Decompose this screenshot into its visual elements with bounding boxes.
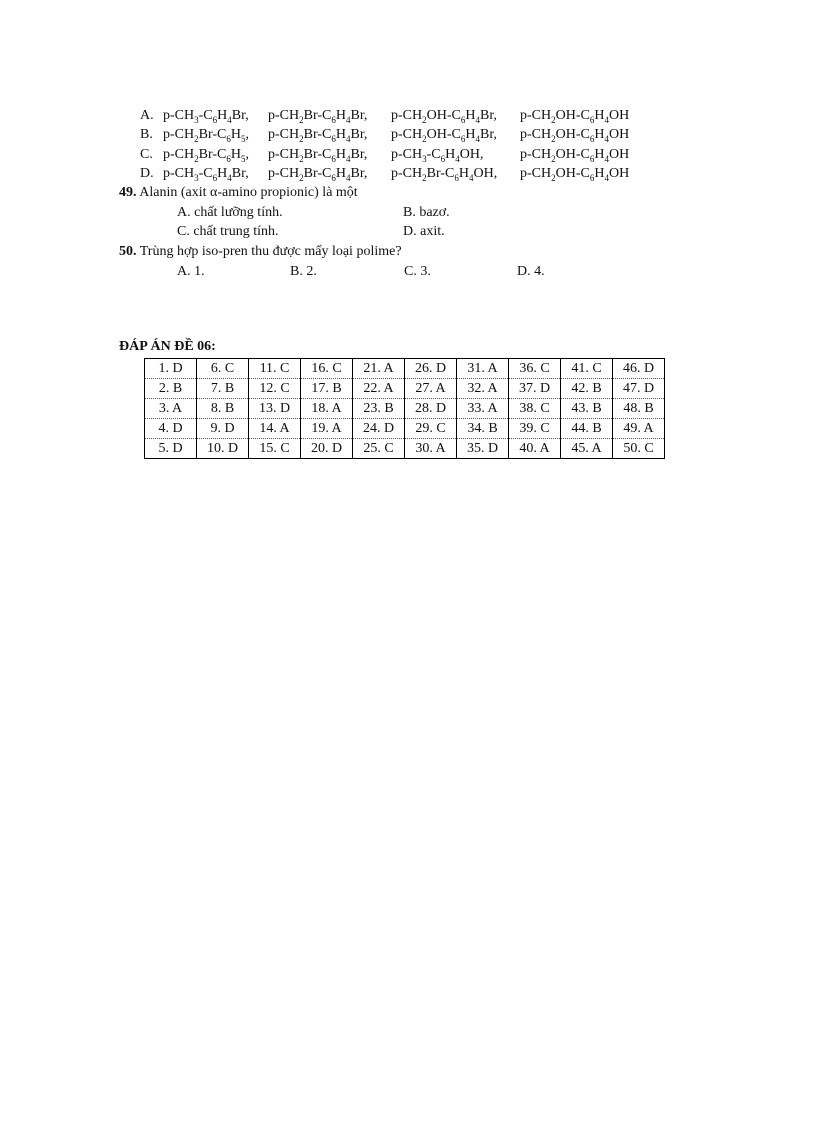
q48-formula — [268, 126, 367, 148]
formula-text: p-CH — [520, 108, 552, 123]
formula-text: p-CH — [163, 108, 195, 123]
answer-cell: 8. B — [197, 399, 249, 419]
formula-text: Br, — [231, 166, 249, 181]
formula-text: -C — [198, 166, 213, 181]
answer-cell: 16. C — [301, 359, 353, 379]
answer-cell: 10. D — [197, 439, 249, 459]
formula-text: OH — [608, 127, 630, 142]
answer-cell: 2. B — [145, 379, 197, 399]
q49-stem — [119, 184, 358, 202]
formula-text: Br-C — [303, 166, 332, 181]
formula-subscript: 3 — [194, 114, 199, 125]
formula-text: p-CH — [391, 108, 423, 123]
answer-key-title: ĐÁP ÁN ĐỀ 06: — [119, 339, 216, 354]
formula-subscript: 2 — [299, 153, 304, 164]
answer-cell: 31. A — [457, 359, 509, 379]
formula-text: Br-C — [303, 127, 332, 142]
formula-text: OH-C — [555, 127, 590, 142]
answer-cell: 7. B — [197, 379, 249, 399]
answer-cell: 13. D — [249, 399, 301, 419]
formula-text: H — [335, 108, 346, 123]
formula-subscript: 4 — [604, 172, 609, 183]
answer-cell: 41. C — [561, 359, 613, 379]
answer-cell: 49. A — [613, 419, 665, 439]
answer-cell: 27. A — [405, 379, 457, 399]
answer-cell: 3. A — [145, 399, 197, 419]
formula-subscript: 4 — [475, 133, 480, 144]
formula-subscript: 2 — [551, 114, 556, 125]
formula-subscript: 2 — [299, 114, 304, 125]
answer-cell: 32. A — [457, 379, 509, 399]
formula-text: Br-C — [198, 147, 227, 162]
formula-text: , — [245, 147, 249, 162]
formula-text: Br, — [479, 127, 497, 142]
answer-cell: 14. A — [249, 419, 301, 439]
formula-subscript: 6 — [331, 153, 336, 164]
q50-stem — [119, 243, 402, 261]
q48-option-letter: D. — [140, 166, 154, 181]
answer-cell: 37. D — [509, 379, 561, 399]
formula-subscript: 2 — [551, 153, 556, 164]
formula-subscript: 2 — [551, 172, 556, 183]
formula-text: OH — [608, 147, 630, 162]
formula-text: H — [594, 147, 605, 162]
formula-text: p-CH — [520, 166, 552, 181]
q48-option-letter: A. — [140, 108, 154, 123]
q50-option-c: C. 3. — [404, 264, 431, 279]
formula-subscript: 2 — [194, 133, 199, 144]
table-row — [145, 379, 665, 399]
answer-cell: 36. C — [509, 359, 561, 379]
formula-text: -C — [198, 108, 213, 123]
formula-text: Br-C — [198, 127, 227, 142]
answer-cell: 25. C — [353, 439, 405, 459]
table-row — [145, 439, 665, 459]
answer-cell: 30. A — [405, 439, 457, 459]
formula-text: OH-C — [555, 166, 590, 181]
formula-text: H — [335, 127, 346, 142]
answer-cell: 23. B — [353, 399, 405, 419]
q48-formula — [391, 126, 497, 148]
answer-cell: 45. A — [561, 439, 613, 459]
formula-subscript: 2 — [299, 172, 304, 183]
answer-cell: 29. C — [405, 419, 457, 439]
q49-option-b: B. bazơ. — [403, 205, 450, 220]
formula-subscript: 6 — [212, 172, 218, 183]
formula-text: Br-C — [426, 166, 455, 181]
formula-subscript: 3 — [194, 172, 199, 183]
q49-text: Alanin (axit α-amino propionic) là một — [139, 185, 358, 200]
formula-text: Br, — [479, 108, 497, 123]
formula-text: p-CH — [520, 147, 552, 162]
formula-subscript: 4 — [345, 114, 351, 125]
formula-text: Br, — [350, 108, 368, 123]
formula-text: p-CH — [163, 147, 195, 162]
formula-text: H — [465, 108, 476, 123]
q48-option-letter: C. — [140, 147, 153, 162]
answer-cell: 39. C — [509, 419, 561, 439]
formula-text: Br, — [350, 127, 368, 142]
answer-cell: 15. C — [249, 439, 301, 459]
answer-cell: 6. C — [197, 359, 249, 379]
formula-subscript: 6 — [589, 153, 595, 164]
formula-subscript: 2 — [551, 133, 556, 144]
formula-text: Br-C — [303, 147, 332, 162]
formula-text: OH-C — [555, 147, 590, 162]
formula-subscript: 2 — [422, 172, 427, 183]
formula-text: H — [217, 108, 228, 123]
formula-subscript: 4 — [468, 172, 474, 183]
formula-text: H — [335, 166, 346, 181]
table-row — [145, 399, 665, 419]
answer-cell: 24. D — [353, 419, 405, 439]
formula-text: p-CH — [163, 127, 195, 142]
table-row — [145, 419, 665, 439]
answer-cell: 50. C — [613, 439, 665, 459]
answer-cell: 48. B — [613, 399, 665, 419]
answer-cell: 4. D — [145, 419, 197, 439]
answer-cell: 22. A — [353, 379, 405, 399]
q50-option-d: D. 4. — [517, 264, 545, 279]
answer-cell: 28. D — [405, 399, 457, 419]
formula-subscript: 4 — [604, 133, 609, 144]
formula-text: OH-C — [426, 108, 461, 123]
answer-cell: 21. A — [353, 359, 405, 379]
answer-cell: 34. B — [457, 419, 509, 439]
formula-text: p-CH — [268, 127, 300, 142]
formula-subscript: 5 — [240, 153, 246, 164]
formula-subscript: 6 — [226, 133, 231, 144]
answer-cell: 43. B — [561, 399, 613, 419]
formula-text: -C — [426, 147, 441, 162]
answer-cell: 20. D — [301, 439, 353, 459]
formula-subscript: 6 — [460, 114, 466, 125]
formula-text: H — [335, 147, 346, 162]
q49-option-d: D. axit. — [403, 224, 445, 239]
q48-formula — [520, 165, 629, 187]
formula-text: H — [594, 127, 605, 142]
answer-cell: 35. D — [457, 439, 509, 459]
answer-cell: 42. B — [561, 379, 613, 399]
formula-subscript: 4 — [227, 114, 232, 125]
formula-subscript: 6 — [589, 172, 595, 183]
formula-text: H — [458, 166, 469, 181]
formula-subscript: 4 — [455, 153, 460, 164]
formula-subscript: 4 — [227, 172, 232, 183]
formula-subscript: 6 — [212, 114, 218, 125]
q50-option-a: A. 1. — [177, 264, 205, 279]
formula-text: H — [465, 127, 476, 142]
formula-text: H — [230, 127, 241, 142]
q50-text: Trùng hợp iso-pren thu được mấy loại polime? — [139, 244, 402, 259]
q50-number: 50. — [119, 244, 137, 259]
formula-subscript: 3 — [422, 153, 427, 164]
q49-number: 49. — [119, 185, 137, 200]
answer-cell: 18. A — [301, 399, 353, 419]
answer-cell: 9. D — [197, 419, 249, 439]
formula-text: H — [594, 166, 605, 181]
formula-subscript: 2 — [422, 114, 427, 125]
formula-subscript: 6 — [589, 114, 595, 125]
answer-cell: 26. D — [405, 359, 457, 379]
formula-subscript: 4 — [345, 153, 351, 164]
formula-text: H — [594, 108, 605, 123]
q48-formula — [520, 126, 629, 148]
answer-cell: 33. A — [457, 399, 509, 419]
formula-subscript: 6 — [440, 153, 446, 164]
answer-cell: 40. A — [509, 439, 561, 459]
answer-cell: 44. B — [561, 419, 613, 439]
formula-text: Br, — [350, 147, 368, 162]
answer-cell: 11. C — [249, 359, 301, 379]
answer-cell: 12. C — [249, 379, 301, 399]
formula-subscript: 6 — [331, 172, 336, 183]
answer-cell: 19. A — [301, 419, 353, 439]
answer-cell: 38. C — [509, 399, 561, 419]
formula-text: p-CH — [391, 147, 423, 162]
answer-cell: 46. D — [613, 359, 665, 379]
formula-subscript: 6 — [454, 172, 459, 183]
formula-subscript: 2 — [422, 133, 427, 144]
formula-text: p-CH — [391, 166, 423, 181]
formula-text: OH-C — [555, 108, 590, 123]
formula-text: OH — [608, 166, 630, 181]
q49-option-a: A. chất lưỡng tính. — [177, 205, 283, 220]
answer-cell: 1. D — [145, 359, 197, 379]
formula-text: p-CH — [520, 127, 552, 142]
formula-subscript: 6 — [460, 133, 466, 144]
q48-formula — [163, 126, 249, 148]
formula-subscript: 6 — [589, 133, 595, 144]
formula-text: p-CH — [163, 166, 195, 181]
formula-text: H — [445, 147, 456, 162]
formula-text: p-CH — [268, 108, 300, 123]
formula-subscript: 4 — [345, 172, 351, 183]
formula-text: p-CH — [268, 166, 300, 181]
formula-text: OH, — [473, 166, 498, 181]
formula-subscript: 4 — [604, 114, 609, 125]
q50-option-b: B. 2. — [290, 264, 317, 279]
formula-subscript: 4 — [475, 114, 480, 125]
formula-text: OH-C — [426, 127, 461, 142]
formula-subscript: 2 — [299, 133, 304, 144]
formula-text: Br-C — [303, 108, 332, 123]
formula-text: OH, — [459, 147, 484, 162]
formula-text: OH — [608, 108, 630, 123]
formula-text: Br, — [350, 166, 368, 181]
formula-text: p-CH — [268, 147, 300, 162]
formula-text: H — [217, 166, 228, 181]
formula-text: , — [245, 127, 249, 142]
answer-cell: 5. D — [145, 439, 197, 459]
answer-key-table — [144, 358, 665, 459]
formula-subscript: 6 — [226, 153, 231, 164]
formula-subscript: 2 — [194, 153, 199, 164]
answer-cell: 47. D — [613, 379, 665, 399]
formula-text: Br, — [231, 108, 249, 123]
q49-option-c: C. chất trung tính. — [177, 224, 279, 239]
formula-subscript: 6 — [331, 133, 336, 144]
q48-formula — [391, 165, 497, 187]
formula-subscript: 4 — [604, 153, 609, 164]
formula-subscript: 6 — [331, 114, 336, 125]
answer-cell: 17. B — [301, 379, 353, 399]
formula-text: H — [230, 147, 241, 162]
formula-subscript: 5 — [240, 133, 246, 144]
q48-option-letter: B. — [140, 127, 153, 142]
formula-text: p-CH — [391, 127, 423, 142]
formula-subscript: 4 — [345, 133, 351, 144]
table-row — [145, 359, 665, 379]
